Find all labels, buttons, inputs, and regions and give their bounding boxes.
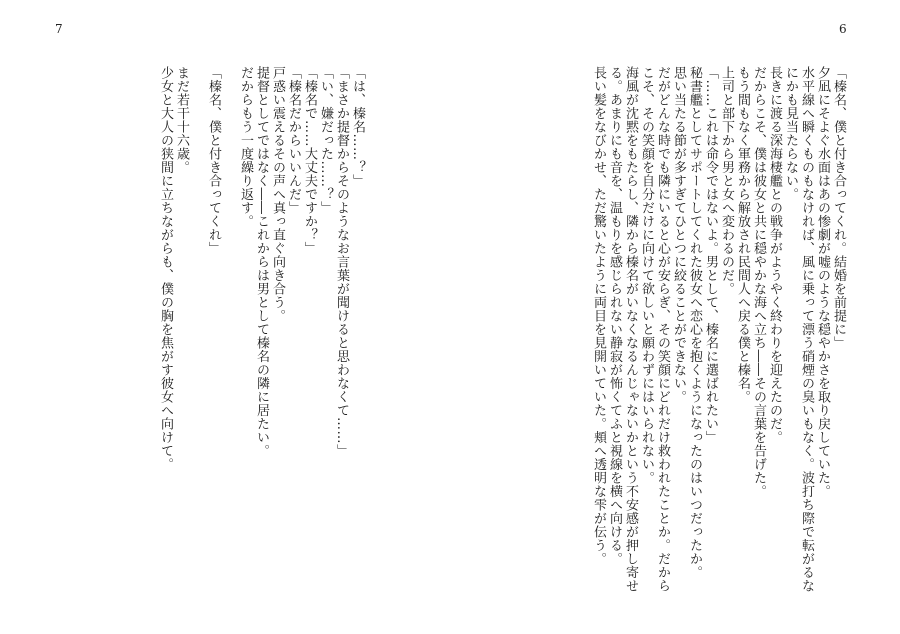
text-line: 「……これは命令ではないよ。男として、榛名に選ばれたい」 [703,66,718,444]
text-line [189,66,205,586]
text-line: 「榛名で……大丈夫ですか？」 [302,66,317,255]
text-line: だがどんな時でも隣にいると心が安らぎ、その笑顔にどれだけ救われたことか。だから [655,66,670,593]
text-line: 上司と部下から男と女へ変わるのだ。 [719,66,734,296]
spread-gutter [450,0,451,634]
left-page-text [157,66,365,586]
page-number-left: 7 [55,22,63,36]
text-line: 「まさか提督からそのようなお言葉が聞けると思わなくて……」 [334,66,349,458]
text-line: 「榛名だからいいんだ」 [286,66,301,215]
text-line: 思い当たる節が多すぎてひとつに絞ることができない。 [671,66,686,404]
text-line: 海風が沈黙をもたらし、隣から榛名がいなくなるんじゃないかという不安感が押し寄せ [623,66,638,593]
right-page-text [590,66,846,593]
text-line: もう間もなく軍務から解放され民間人へ戻る僕と榛名。 [735,66,750,404]
text-line: 「榛名、僕と付き合ってくれ」 [206,66,221,255]
page-number-right: 6 [839,22,847,36]
text-line: 「榛名、僕と付き合ってくれ。結婚を前提に」 [831,66,846,350]
text-line: 秘書艦としてサポートしてくれた彼女へ恋心を抱くようになったのはいつだったか。 [687,66,702,579]
text-line: だからこそ、僕は彼女と共に穏やかな海へ立ち――その言葉を告げた。 [751,66,766,498]
text-line: 夕凪にそよぐ水面はあの惨劇が嘘のような穏やかさを取り戻していた。 [815,66,830,498]
text-line [221,66,237,586]
text-line: る。あまりにも音を、温もりを感じられない静寂が怖くてふと視線を横へ向ける。 [607,66,622,566]
text-line: 提督としてではなく――これからは男として榛名の隣に居たい。 [254,66,269,458]
text-line: 少女と大人の狭間に立ちながらも、僕の胸を焦がす彼女へ向けて。 [158,66,173,471]
text-line: 「は、榛名……？」 [350,66,365,188]
text-line: 水平線へ瞬くものもなければ、風に乗って漂う硝煙の臭いもなく。波打ち際で転がるな [799,66,814,593]
text-line: 長きに渡る深海棲艦との戦争がようやく終わりを迎えたのだ。 [767,66,782,444]
text-line: こそ、その笑顔を自分だけに向けて欲しいと願わずにはいられない。 [639,66,654,485]
text-line: 戸惑い震えるその声へ真っ直ぐ向き合う。 [270,66,285,323]
text-line: にかも見当たらない。 [783,66,798,201]
text-line: 「い、嫌だった……？」 [318,66,333,215]
text-line: だからもう一度繰り返す。 [238,66,253,228]
text-line: まだ若干十六歳。 [174,66,189,174]
text-line: 長い髪をなびかせ、ただ驚いたように両目を見開いていた。頬へ透明な雫が伝う。 [591,66,606,566]
